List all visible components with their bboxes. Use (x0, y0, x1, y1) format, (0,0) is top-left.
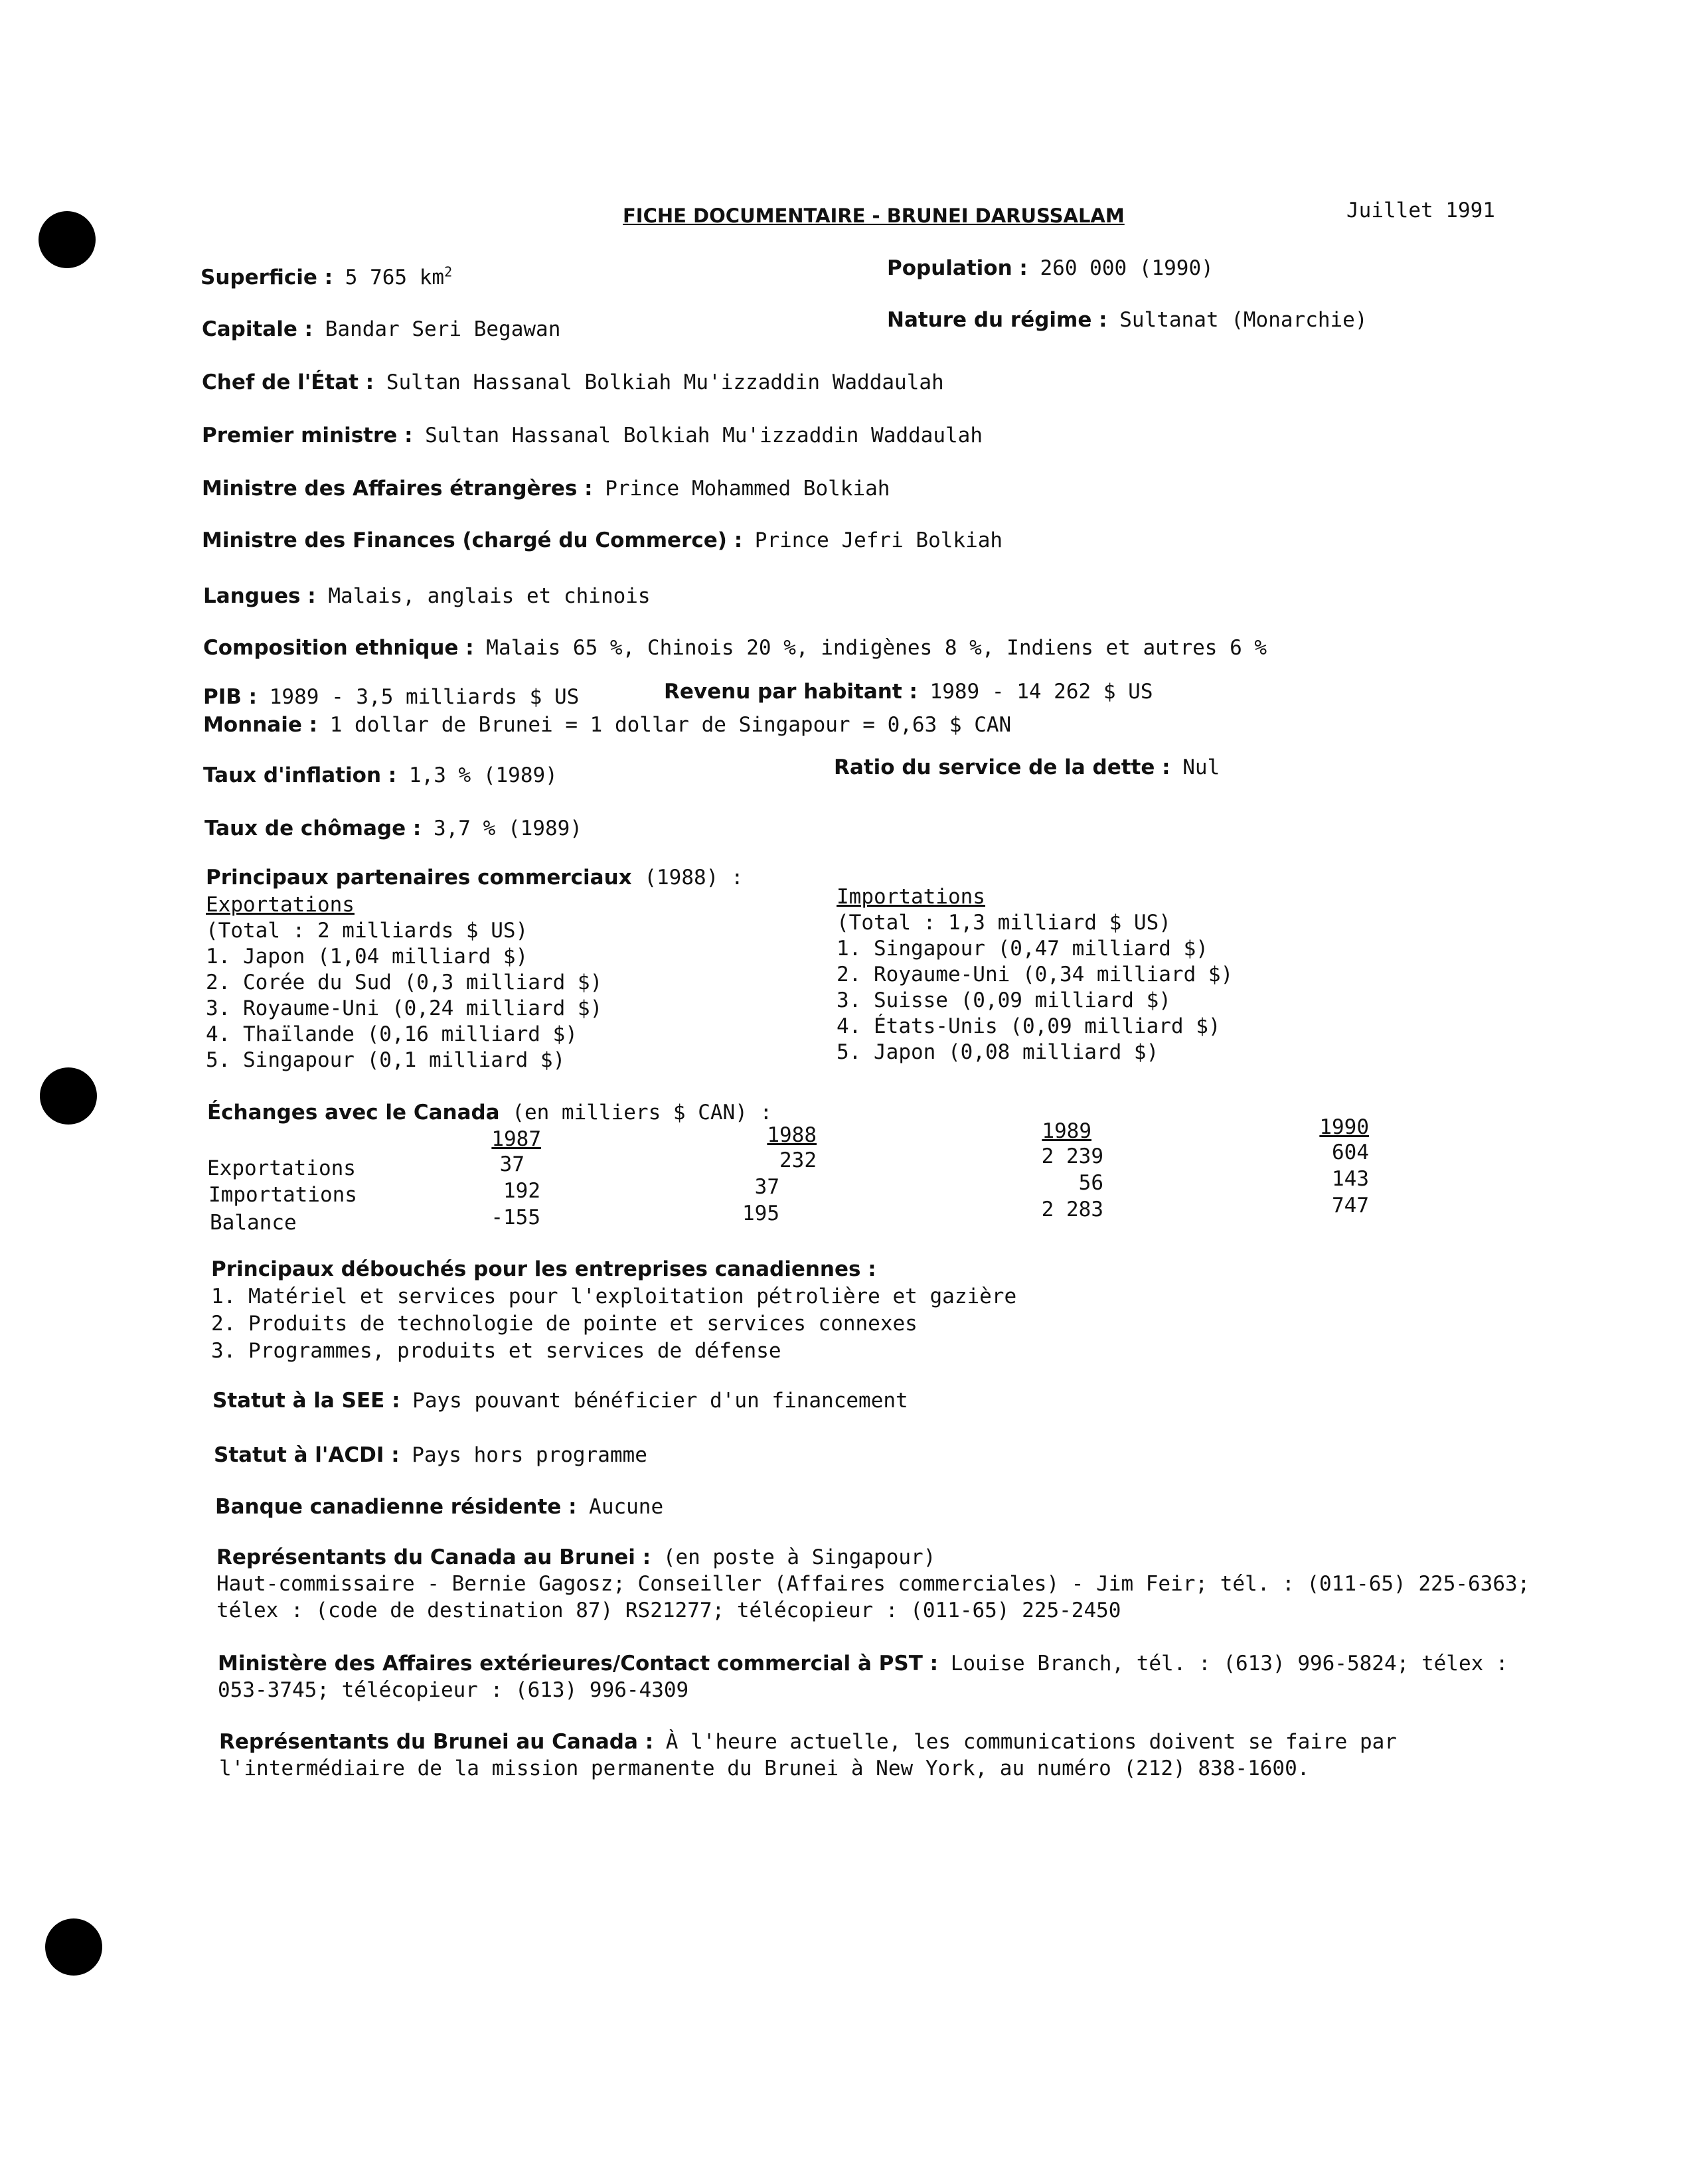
exports-total: (Total : 2 milliards $ US) (206, 919, 528, 943)
trade-heading: Échanges avec le Canada (en milliers $ CAN) : (207, 1101, 773, 1125)
mae-contact-line2: 053-3745; télécopieur : (613) 996-4309 (218, 1678, 689, 1702)
revenu-value: 1989 - 14 262 $ US (929, 680, 1153, 704)
table-cell: 195 (742, 1202, 779, 1225)
rep-canada-label: Représentants du Canada au Brunei : (216, 1545, 651, 1569)
trade-year-1988: 1988 (767, 1123, 817, 1147)
list-item: 1. Matériel et services pour l'exploitation pétrolière et gazière (211, 1285, 1017, 1308)
exports-title: Exportations (206, 893, 355, 917)
ministre-finances-value: Prince Jefri Bolkiah (754, 528, 1003, 552)
rep-canada-section: Représentants du Canada au Brunei : (en poste à Singapour) Haut-commissaire - Bernie Gagosz; Conseiller (Affaires commerciales) - Jim Feir; tél. : (011-65) 225-6363; télex : (code de destination 87) RS21277; télécopieur : (011-65) 225-2450 (216, 1545, 1530, 1622)
superficie-line: Superficie : 5 765 $km^2$ (201, 264, 453, 289)
pib-line: PIB : 1989 - 3,5 milliards $ US (203, 685, 580, 709)
monnaie-value: 1 dollar de Brunei = 1 dollar de Singapour = 0,63 $ CAN (329, 713, 1012, 737)
document-date: Juillet 1991 (1346, 198, 1495, 222)
list-item: 2. Corée du Sud (0,3 milliard $) (206, 971, 603, 994)
acdi-status-value: Pays hors programme (412, 1443, 647, 1467)
monnaie-line: Monnaie : 1 dollar de Brunei = 1 dollar de Singapour = 0,63 $ CAN (203, 713, 1012, 737)
chomage-value: 3,7 % (1989) (433, 817, 582, 840)
revenu-line: Revenu par habitant : 1989 - 14 262 $ US (664, 680, 1153, 704)
list-item: 2. Produits de technologie de pointe et services connexes (211, 1312, 918, 1336)
list-item: 3. Programmes, produits et services de défense (211, 1339, 781, 1363)
see-status-value: Pays pouvant bénéficier d'un financement (412, 1389, 908, 1413)
rep-brunei-section: Représentants du Brunei au Canada : À l'heure actuelle, les communications doivent se faire par l'intermédiaire de la mission permanente du Brunei à New York, au numéro (212) 838-1600. (219, 1730, 1397, 1780)
trade-row-label: Importations (208, 1183, 357, 1207)
premier-ministre-line: Premier ministre : Sultan Hassanal Bolkiah Mu'izzaddin Waddaulah (202, 424, 983, 447)
punch-hole-top (39, 211, 96, 268)
population-value: 260 000 (1990) (1040, 256, 1214, 280)
banque-value: Aucune (589, 1495, 664, 1519)
table-cell: 37 (499, 1152, 524, 1176)
punch-hole-middle (40, 1067, 97, 1125)
rep-brunei-line2: l'intermédiaire de la mission permanente du Brunei à New York, au numéro (212) 838-1600. (219, 1756, 1310, 1780)
list-item: 3. Suisse (0,09 milliard $) (837, 988, 1171, 1012)
table-cell: 2 283 (1041, 1198, 1103, 1221)
chef-etat-value: Sultan Hassanal Bolkiah Mu'izzaddin Waddaulah (386, 370, 944, 394)
ministre-finances-line: Ministre des Finances (chargé du Commerce) : Prince Jefri Bolkiah (202, 528, 1003, 552)
table-cell: 143 (1332, 1167, 1369, 1191)
superficie-value: 5 765 km (345, 266, 445, 289)
langues-line: Langues : Malais, anglais et chinois (203, 584, 651, 608)
list-item: 5. Japon (0,08 milliard $) (837, 1040, 1159, 1064)
table-cell: 192 (503, 1179, 540, 1203)
page-title: FICHE DOCUMENTAIRE - BRUNEI DARUSSALAM (623, 204, 1125, 227)
rep-canada-line2: télex : (code de destination 87) RS21277; télécopieur : (011-65) 225-2450 (216, 1599, 1121, 1622)
composition-ethnique-line: Composition ethnique : Malais 65 %, Chinois 20 %, indigènes 8 %, Indiens et autres 6 % (203, 636, 1267, 660)
punch-hole-bottom (45, 1918, 102, 1976)
premier-ministre-value: Sultan Hassanal Bolkiah Mu'izzaddin Waddaulah (425, 424, 983, 447)
trade-row-label: Balance (210, 1211, 297, 1235)
table-cell: 232 (779, 1148, 817, 1172)
list-item: 1. Japon (1,04 milliard $) (206, 945, 528, 969)
trade-year-1989: 1989 (1042, 1119, 1091, 1143)
ministre-affaires-etrangeres-value: Prince Mohammed Bolkiah (605, 477, 890, 501)
list-item: 4. Thaïlande (0,16 milliard $) (206, 1022, 578, 1046)
chef-etat-line: Chef de l'État : Sultan Hassanal Bolkiah Mu'izzaddin Waddaulah (202, 370, 944, 394)
capitale-line: Capitale : Bandar Seri Begawan (202, 317, 561, 341)
composition-ethnique-value: Malais 65 %, Chinois 20 %, indigènes 8 %, Indiens et autres 6 % (486, 636, 1267, 660)
mae-contact-section: Ministère des Affaires extérieures/Contact commercial à PST : Louise Branch, tél. : (613) 996-5824; télex : 053-3745; télécopieur : (613) 996-4309 (218, 1652, 1508, 1702)
list-item: 1. Singapour (0,47 milliard $) (837, 937, 1208, 961)
list-item: 5. Singapour (0,1 milliard $) (206, 1048, 566, 1072)
partners-heading: Principaux partenaires commerciaux (1988) : (206, 866, 744, 890)
table-cell: 604 (1332, 1140, 1369, 1164)
exports-column (206, 892, 602, 1073)
imports-column (837, 884, 1233, 1065)
imports-title: Importations (837, 885, 985, 909)
opportunities-section (211, 1256, 1016, 1365)
table-cell: 747 (1332, 1194, 1369, 1217)
table-cell: 56 (1078, 1171, 1103, 1195)
table-cell: 2 239 (1041, 1144, 1103, 1168)
rep-canada-line1: Haut-commissaire - Bernie Gagosz; Conseiller (Affaires commerciales) - Jim Feir; tél. : (011-65) 225-6363; (216, 1572, 1530, 1596)
chomage-line: Taux de chômage : 3,7 % (1989) (204, 817, 582, 840)
list-item: 3. Royaume-Uni (0,24 milliard $) (206, 996, 603, 1020)
trade-year-1990: 1990 (1319, 1115, 1369, 1139)
regime-value: Sultanat (Monarchie) (1119, 308, 1368, 332)
inflation-line: Taux d'inflation : 1,3 % (1989) (203, 763, 558, 787)
inflation-value: 1,3 % (1989) (408, 763, 558, 787)
rep-brunei-label: Représentants du Brunei au Canada : (219, 1730, 654, 1754)
imports-total: (Total : 1,3 milliard $ US) (837, 911, 1171, 935)
banque-line: Banque canadienne résidente : Aucune (215, 1495, 664, 1519)
table-cell: -155 (491, 1206, 540, 1229)
capitale-value: Bandar Seri Begawan (325, 317, 561, 341)
service-dette-value: Nul (1182, 755, 1220, 779)
table-cell: 37 (754, 1175, 779, 1199)
pib-value: 1989 - 3,5 milliards $ US (269, 685, 580, 709)
langues-value: Malais, anglais et chinois (328, 584, 651, 608)
superficie-exponent: 2 (444, 264, 453, 280)
see-status-line: Statut à la SEE : Pays pouvant bénéficier d'un financement (212, 1389, 908, 1413)
trade-row-label: Exportations (207, 1156, 356, 1180)
population-line: Population : 260 000 (1990) (887, 256, 1214, 280)
ministre-affaires-etrangeres-line: Ministre des Affaires étrangères : Prince Mohammed Bolkiah (202, 477, 890, 501)
regime-line: Nature du régime : Sultanat (Monarchie) (887, 308, 1368, 332)
acdi-status-line: Statut à l'ACDI : Pays hors programme (214, 1443, 647, 1467)
service-dette-line: Ratio du service de la dette : Nul (834, 755, 1220, 779)
trade-year-1987: 1987 (491, 1127, 541, 1151)
opportunities-heading: Principaux débouchés pour les entreprises canadiennes : (211, 1257, 876, 1281)
list-item: 2. Royaume-Uni (0,34 milliard $) (837, 963, 1234, 986)
list-item: 4. États-Unis (0,09 milliard $) (837, 1014, 1221, 1038)
mae-contact-label: Ministère des Affaires extérieures/Contact commercial à PST : (218, 1652, 939, 1676)
